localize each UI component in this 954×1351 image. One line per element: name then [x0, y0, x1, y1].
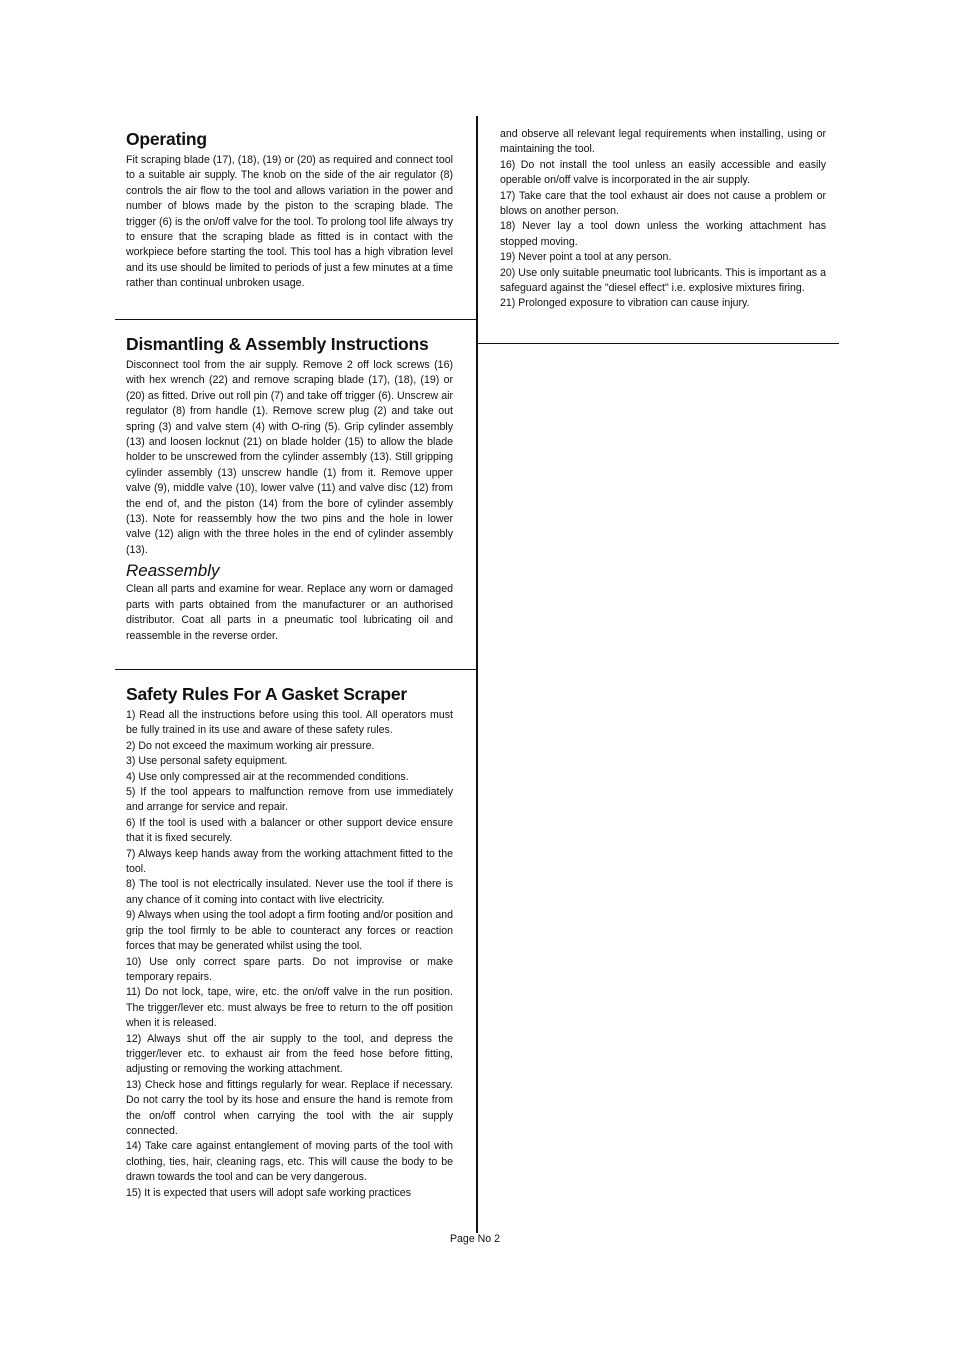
safety-rule: 6) If the tool is used with a balancer or other support device ensure that it is fixed securely.	[126, 816, 453, 845]
operating-section	[126, 128, 453, 292]
safety-rule: 11) Do not lock, tape, wire, etc. the on/off valve in the run position. The trigger/lever etc. must always be free to return to the off position when it is released.	[126, 986, 453, 1030]
safety-rule: 4) Use only compressed air at the recommended conditions.	[126, 770, 409, 783]
safety-rule: 9) Always when using the tool adopt a firm footing and/or position and grip the tool firmly to be able to counteract any forces or reaction forces that may be generated whilst using the tool.	[126, 909, 453, 953]
dismantling-title: Dismantling & Assembly Instructions	[126, 334, 429, 354]
dismantling-body: Disconnect tool from the air supply. Remove 2 off lock screws (16) with hex wrench (22) and remove scraping blade (17), (18), (19) or (20) as fitted. Drive out roll pin (7) and take off trigger (6). Unscrew air regulator (8) from handle (1). Remove screw plug (2) and take out spring (3) and valve stem (4) with O-ring (5). Grip cylinder assembly (13) and loosen locknut (21) on blade holder (15) to allow the blade holder to be unscrewed from the cylinder assembly (13). Still gripping cylinder assembly (13) unscrew handle (1) from it. Remove upper valve (9), middle valve (10), lower valve (11) and valve disc (12) from the end of, and the piston (14) from the bore of cylinder assembly (13). Note for reassembly how the two pins and the hole in lower valve (12) align with the three holes in the end of cylinder assembly (13).	[126, 359, 453, 556]
column-divider	[476, 116, 478, 1233]
safety-rule: 10) Use only correct spare parts. Do not improvise or make temporary repairs.	[126, 955, 453, 983]
safety-rule: 5) If the tool appears to malfunction remove from use immediately and arrange for service and repair.	[126, 786, 453, 814]
safety-rule: 17) Take care that the tool exhaust air does not cause a problem or blows on another person.	[500, 189, 826, 218]
safety-rules-continued	[500, 127, 826, 312]
operating-body: Fit scraping blade (17), (18), (19) or (20) as required and connect tool to a suitable air supply. The knob on the side of the air regulator (8) controls the air flow to the tool and allows variation in the power and number of blows made by the piston to the scraping blade. The trigger (6) is the on/off valve for the tool. To prolong tool life always try to ensure that the scraping blade as fitted is in contact with the workpiece before starting the tool. This tool has a high vibration level and its use should be limited to periods of just a few minutes at a time rather than continual unbroken usage.	[126, 154, 453, 290]
safety-rule: 14) Take care against entanglement of moving parts of the tool with clothing, ties, hair, cleaning rags, etc. This will cause the body to be drawn towards the tool and can be very dangerous.	[126, 1140, 453, 1184]
reassembly-body: Clean all parts and examine for wear. Replace any worn or damaged parts with parts obtained from the manufacturer or an authorised distributor. Coat all parts in a pneumatic tool lubricating oil and reassemble in the reverse order.	[126, 583, 453, 642]
safety-rule: 7) Always keep hands away from the working attachment fitted to the tool.	[126, 847, 453, 876]
safety-rule: 16) Do not install the tool unless an easily accessible and easily operable on/off valve is incorporated in the air supply.	[500, 158, 826, 187]
page-number: Page No 2	[449, 1233, 501, 1245]
safety-rule: 18) Never lay a tool down unless the working attachment has stopped moving.	[500, 220, 826, 248]
operating-title: Operating	[126, 129, 207, 149]
section-divider-operating	[115, 319, 477, 320]
reassembly-title: Reassembly	[126, 561, 220, 581]
safety-rule: 21) Prolonged exposure to vibration can cause injury.	[500, 297, 750, 310]
safety-rule: and observe all relevant legal requirements when installing, using or maintaining the tool.	[500, 128, 826, 156]
safety-rule: 3) Use personal safety equipment.	[126, 755, 288, 768]
dismantling-section	[126, 333, 453, 644]
section-divider-dismantling	[115, 669, 477, 670]
safety-rule: 15) It is expected that users will adopt safe working practices	[126, 1186, 411, 1199]
safety-rule: 2) Do not exceed the maximum working air pressure.	[126, 739, 375, 752]
safety-section	[126, 683, 453, 1201]
safety-rule: 8) The tool is not electrically insulated. Never use the tool if there is any chance of it coming into contact with live electricity.	[126, 878, 453, 906]
section-divider-right	[477, 343, 839, 344]
safety-rule: 20) Use only suitable pneumatic tool lubricants. This is important as a safeguard against the "diesel effect" i.e. explosive mixtures firing.	[500, 266, 826, 295]
safety-rule: 12) Always shut off the air supply to the tool, and depress the trigger/lever etc. to exhaust air from the feed hose before fitting, adjusting or removing the working attachment.	[126, 1032, 453, 1076]
safety-title: Safety Rules For A Gasket Scraper	[126, 684, 407, 704]
safety-rule: 19) Never point a tool at any person.	[500, 251, 672, 264]
safety-rule: 13) Check hose and fittings regularly for wear. Replace if necessary. Do not carry the tool by its hose and ensure the hand is remote from the on/off control when carrying the tool with the air supply connected.	[126, 1078, 453, 1137]
safety-rule: 1) Read all the instructions before using this tool. All operators must be fully trained in its use and aware of these safety rules.	[126, 709, 453, 737]
